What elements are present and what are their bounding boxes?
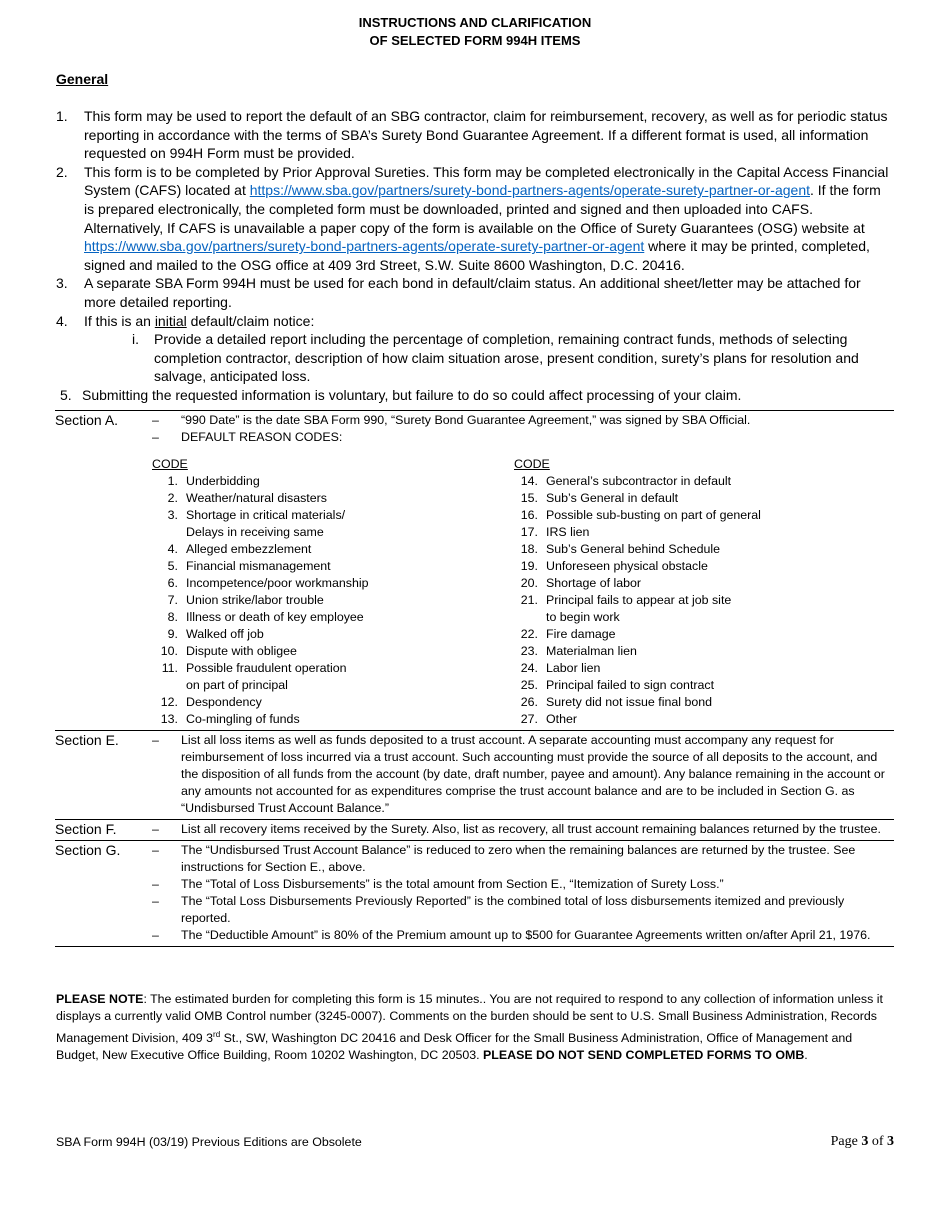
page-total: 3 <box>887 1134 894 1149</box>
section-f <box>55 820 894 841</box>
bullet <box>152 429 894 446</box>
reason-code-number: 24. <box>520 661 538 675</box>
section-label: Section E. <box>55 732 119 748</box>
reason-code-row <box>152 558 512 575</box>
reason-code-text: Labor lien <box>546 661 601 675</box>
bullet-text: DEFAULT REASON CODES: <box>181 430 343 444</box>
bullet-text: “990 Date” is the date SBA Form 990, “Surety Bond Guarantee Agreement,” was signed by SBA Official. <box>181 413 751 427</box>
reason-code-row <box>152 643 512 660</box>
bullet-text: The “Undisbursed Trust Account Balance” is reduced to zero when the remaining balances are returned by the trustee. See instructions for Section E., above. <box>181 843 856 874</box>
reason-code-row <box>512 694 872 711</box>
note-text: : The estimated burden for completing this form is 15 minutes.. You are not required to respond to any collection of information unless it displays a currently valid OMB Control number (3245-0007). Comments on the burden should be sent to U.S. Small Business Administration, Records Management Division, 409 3 <box>56 992 883 1045</box>
reason-code-number: 1. <box>167 474 178 488</box>
reason-code-row <box>152 541 512 558</box>
dash-icon: – <box>152 843 159 857</box>
dash-icon: – <box>152 733 159 747</box>
dash-icon: – <box>152 822 159 836</box>
item-text: This form may be used to report the default of an SBG contractor, claim for reimbursement, recovery, as well as for periodic status reporting in accordance with the terms of SBA’s Surety Bond Guarantee Agreement. If a different format is used, all information requested on 994H Form must be provided. <box>84 108 888 162</box>
reason-code-text: Despondency <box>186 695 262 709</box>
reason-code-row <box>512 558 872 575</box>
reason-code-text: Dispute with obligee <box>186 644 297 658</box>
sections-table <box>55 410 894 947</box>
reason-code-text: Sub’s General behind Schedule <box>546 542 721 556</box>
bullet <box>152 732 894 817</box>
bullet-text: List all recovery items received by the Surety. Also, list as recovery, all trust account remaining balances returned by the trustee. <box>181 822 881 836</box>
note-label: PLEASE NOTE <box>56 992 144 1006</box>
reason-code-text: Possible fraudulent operation <box>186 661 347 675</box>
reason-code-number: 9. <box>167 627 178 641</box>
bullet <box>152 821 894 838</box>
reason-code-row <box>152 609 512 626</box>
reason-code-text: Materialman lien <box>546 644 637 658</box>
bullet <box>152 842 894 876</box>
general-list <box>56 107 894 405</box>
reason-code-number: 15. <box>520 491 538 505</box>
reason-code-number: 7. <box>167 593 178 607</box>
note-warning: PLEASE DO NOT SEND COMPLETED FORMS TO OMB <box>483 1048 805 1063</box>
reason-code-number: 2. <box>167 491 178 505</box>
reason-code-number: 17. <box>520 525 538 539</box>
list-item <box>56 312 894 331</box>
reason-code-number: 5. <box>167 559 178 573</box>
reason-code-row <box>512 541 872 558</box>
reason-code-number: 6. <box>167 576 178 590</box>
item-text-part: default/claim notice: <box>186 312 315 329</box>
item-number: 2. <box>56 163 68 180</box>
page-number <box>831 1134 894 1150</box>
dash-icon: – <box>152 894 159 908</box>
reason-code-number <box>512 609 546 626</box>
page-word: Page <box>830 1134 862 1149</box>
dash-icon: – <box>152 430 159 444</box>
bullet <box>152 412 894 429</box>
sub-item-text: Provide a detailed report including the percentage of completion, remaining contract funds, methods of selecting completion contractor, description of how claim situation arose, present condition, surety’s plans for resolution and salvage, anticipated loss. <box>154 331 859 385</box>
title-line-1: INSTRUCTIONS AND CLARIFICATION <box>358 15 592 30</box>
reason-code-number <box>152 677 186 694</box>
list-item <box>56 107 894 163</box>
page-title <box>0 14 950 50</box>
reason-code-number: 13. <box>160 712 178 726</box>
reason-code-text: IRS lien <box>546 525 590 539</box>
reason-code-row <box>152 677 512 694</box>
reason-code-number: 19. <box>520 559 538 573</box>
reason-code-text: Fire damage <box>546 627 616 641</box>
section-body <box>152 821 894 838</box>
reason-code-text: Incompetence/poor workmanship <box>186 576 369 590</box>
dash-icon: – <box>152 877 159 891</box>
sub-list-item <box>132 330 894 386</box>
section-e <box>55 731 894 820</box>
reason-code-text: Sub’s General in default <box>546 491 679 505</box>
item-text-part: where it may be printed, completed, signed and mailed to the OSG office at 409 3rd Street, S.W. Suite 8600 Washington, D.C. 20416. <box>84 238 870 273</box>
section-a <box>55 411 894 731</box>
reason-code-row <box>152 524 512 541</box>
page-current: 3 <box>861 1134 869 1149</box>
general-heading: General <box>56 71 109 87</box>
reason-code-row <box>512 711 872 728</box>
reason-code-number: 25. <box>520 678 538 692</box>
dash-icon: – <box>152 928 159 942</box>
reason-code-number: 21. <box>520 593 538 607</box>
reason-code-row <box>152 694 512 711</box>
section-body <box>152 842 894 944</box>
section-label: Section F. <box>55 821 117 837</box>
item-text-part: This form is to be completed by Prior Approval Sureties. This form may be completed electronically in the Capital Access Financial System (CAFS) located at <box>84 163 889 199</box>
item-text: Submitting the requested information is voluntary, but failure to do so could affect processing of your claim. <box>82 386 742 403</box>
reason-code-row <box>512 507 872 524</box>
reason-code-text: Possible sub-busting on part of general <box>546 508 761 522</box>
reason-code-text: Alleged embezzlement <box>186 542 312 556</box>
reason-code-text: Delays in receiving same <box>186 525 324 539</box>
reason-code-number: 10. <box>160 644 178 658</box>
reason-code-text: Other <box>546 712 577 726</box>
reason-code-row <box>512 677 872 694</box>
reason-code-number: 4. <box>167 542 178 556</box>
list-item <box>60 386 894 405</box>
reason-code-number: 27. <box>520 712 538 726</box>
reason-code-number: 23. <box>520 644 538 658</box>
reason-code-row <box>152 626 512 643</box>
reason-codes-left <box>152 456 512 728</box>
please-note <box>56 991 896 1065</box>
osg-website-link[interactable]: https://www.sba.gov/partners/surety-bond-partners-agents/operate-surety-partner-or-agent <box>84 238 645 255</box>
note-text: St., SW, Washington DC 20416 and Desk Officer for the Small Business Administration, Office of Management and Budget, New Executive Office Building, Room 10202 Washington, DC 20503. <box>56 1030 853 1063</box>
reason-code-number <box>152 524 186 541</box>
section-label: Section G. <box>55 842 121 858</box>
item-text <box>84 312 894 331</box>
reason-code-text: Surety did not issue final bond <box>546 695 713 709</box>
reason-code-number: 3. <box>167 508 178 522</box>
reason-code-number: 26. <box>520 695 538 709</box>
cafs-link[interactable]: https://www.sba.gov/partners/surety-bond-partners-agents/operate-surety-partner-or-agent <box>249 182 810 199</box>
reason-code-row <box>152 490 512 507</box>
reason-code-row <box>512 490 872 507</box>
section-body <box>152 412 894 728</box>
reason-code-text: Union strike/labor trouble <box>186 593 324 607</box>
reason-code-text: Co-mingling of funds <box>186 712 300 726</box>
reason-codes-right <box>512 456 872 728</box>
reason-code-text: Financial mismanagement <box>186 559 331 573</box>
reason-code-row <box>512 626 872 643</box>
reason-code-row <box>512 473 872 490</box>
reason-code-number: 8. <box>167 610 178 624</box>
section-body <box>152 732 894 817</box>
reason-code-text: Weather/natural disasters <box>186 491 327 505</box>
reason-code-text: Underbidding <box>186 474 260 488</box>
item-number: 5. <box>60 386 72 403</box>
reason-code-row <box>152 473 512 490</box>
reason-code-number: 20. <box>520 576 538 590</box>
item-text-part: . If the form is prepared electronically, the completed form must be downloaded, printed and signed and then uploaded into CAFS. Alternatively, If CAFS is unavailable a paper copy of the form is available on the Office of Surety Guarantees (OSG) website at <box>84 182 881 236</box>
reason-code-number: 14. <box>520 474 538 488</box>
bullet <box>152 876 894 893</box>
sub-item-number: i. <box>132 331 139 348</box>
reason-code-text: Illness or death of key employee <box>186 610 364 624</box>
bullet-text: List all loss items as well as funds deposited to a trust account. A separate accounting must accompany any request for reimbursement of loss incurred via a trust account. Such accounting must provide the source of all deposits to the account, and the disposition of all funds from the account (by date, draft number, payee and amount). Any balance remaining in the account or any amounts not accounted for as expenditures comprise the trust account balance and are to be included in Section G. as “Undisbursed Trust Account Balance.” <box>181 733 885 815</box>
reason-code-text: Unforeseen physical obstacle <box>546 559 708 573</box>
reason-code-row <box>512 575 872 592</box>
bullet <box>152 927 894 944</box>
reason-code-row <box>152 711 512 728</box>
item-number: 4. <box>56 312 68 329</box>
reason-code-text: to begin work <box>546 610 620 624</box>
form-id-footer: SBA Form 994H (03/19) Previous Editions are Obsolete <box>56 1135 362 1149</box>
section-label: Section A. <box>55 412 119 428</box>
reason-code-row <box>152 507 512 524</box>
reason-code-text: Shortage in critical materials/ <box>186 508 346 522</box>
item-text-underlined: initial <box>154 312 187 329</box>
reason-code-row <box>512 524 872 541</box>
item-text-part: If this is an <box>84 312 155 329</box>
reason-code-row <box>512 592 872 609</box>
reason-code-number: 18. <box>520 542 538 556</box>
reason-code-row <box>152 575 512 592</box>
item-number: 3. <box>56 275 68 292</box>
reason-code-number: 22. <box>520 627 538 641</box>
code-header: CODE <box>514 457 550 471</box>
section-g <box>55 841 894 947</box>
bullet-text: The “Deductible Amount” is 80% of the Premium amount up to $500 for Guarantee Agreements written on/after April 21, 1976. <box>181 928 871 942</box>
page-of: of <box>868 1134 887 1149</box>
list-item <box>56 163 894 275</box>
reason-code-number: 11. <box>161 661 178 675</box>
reason-code-number: 12. <box>160 695 178 709</box>
reason-code-text: Shortage of labor <box>546 576 642 590</box>
item-number: 1. <box>56 108 68 124</box>
reason-code-text: Walked off job <box>186 627 264 641</box>
reason-codes <box>152 456 894 728</box>
note-period: . <box>804 1048 808 1063</box>
bullet-text: The “Total of Loss Disbursements” is the total amount from Section E., “Itemization of Surety Loss.” <box>181 877 724 891</box>
code-header: CODE <box>152 457 188 471</box>
bullet-text: The “Total Loss Disbursements Previously Reported” is the combined total of loss disbursements itemized and previously reported. <box>181 894 845 925</box>
reason-code-text: on part of principal <box>186 678 288 692</box>
bullet <box>152 893 894 927</box>
reason-code-row <box>512 609 872 626</box>
item-text: A separate SBA Form 994H must be used for each bond in default/claim status. An additional sheet/letter may be attached for more detailed reporting. <box>84 275 861 310</box>
reason-code-text: Principal fails to appear at job site <box>546 593 732 607</box>
reason-code-text: Principal failed to sign contract <box>546 678 715 692</box>
reason-code-row <box>512 643 872 660</box>
reason-code-number: 16. <box>520 508 538 522</box>
reason-code-row <box>152 592 512 609</box>
list-item <box>56 274 894 311</box>
dash-icon: – <box>152 413 159 427</box>
note-superscript: rd <box>213 1029 221 1039</box>
reason-code-row <box>152 660 512 677</box>
item-text <box>84 163 894 275</box>
title-line-2: OF SELECTED FORM 994H ITEMS <box>369 33 581 48</box>
reason-code-row <box>512 660 872 677</box>
reason-code-text: General’s subcontractor in default <box>546 474 732 488</box>
